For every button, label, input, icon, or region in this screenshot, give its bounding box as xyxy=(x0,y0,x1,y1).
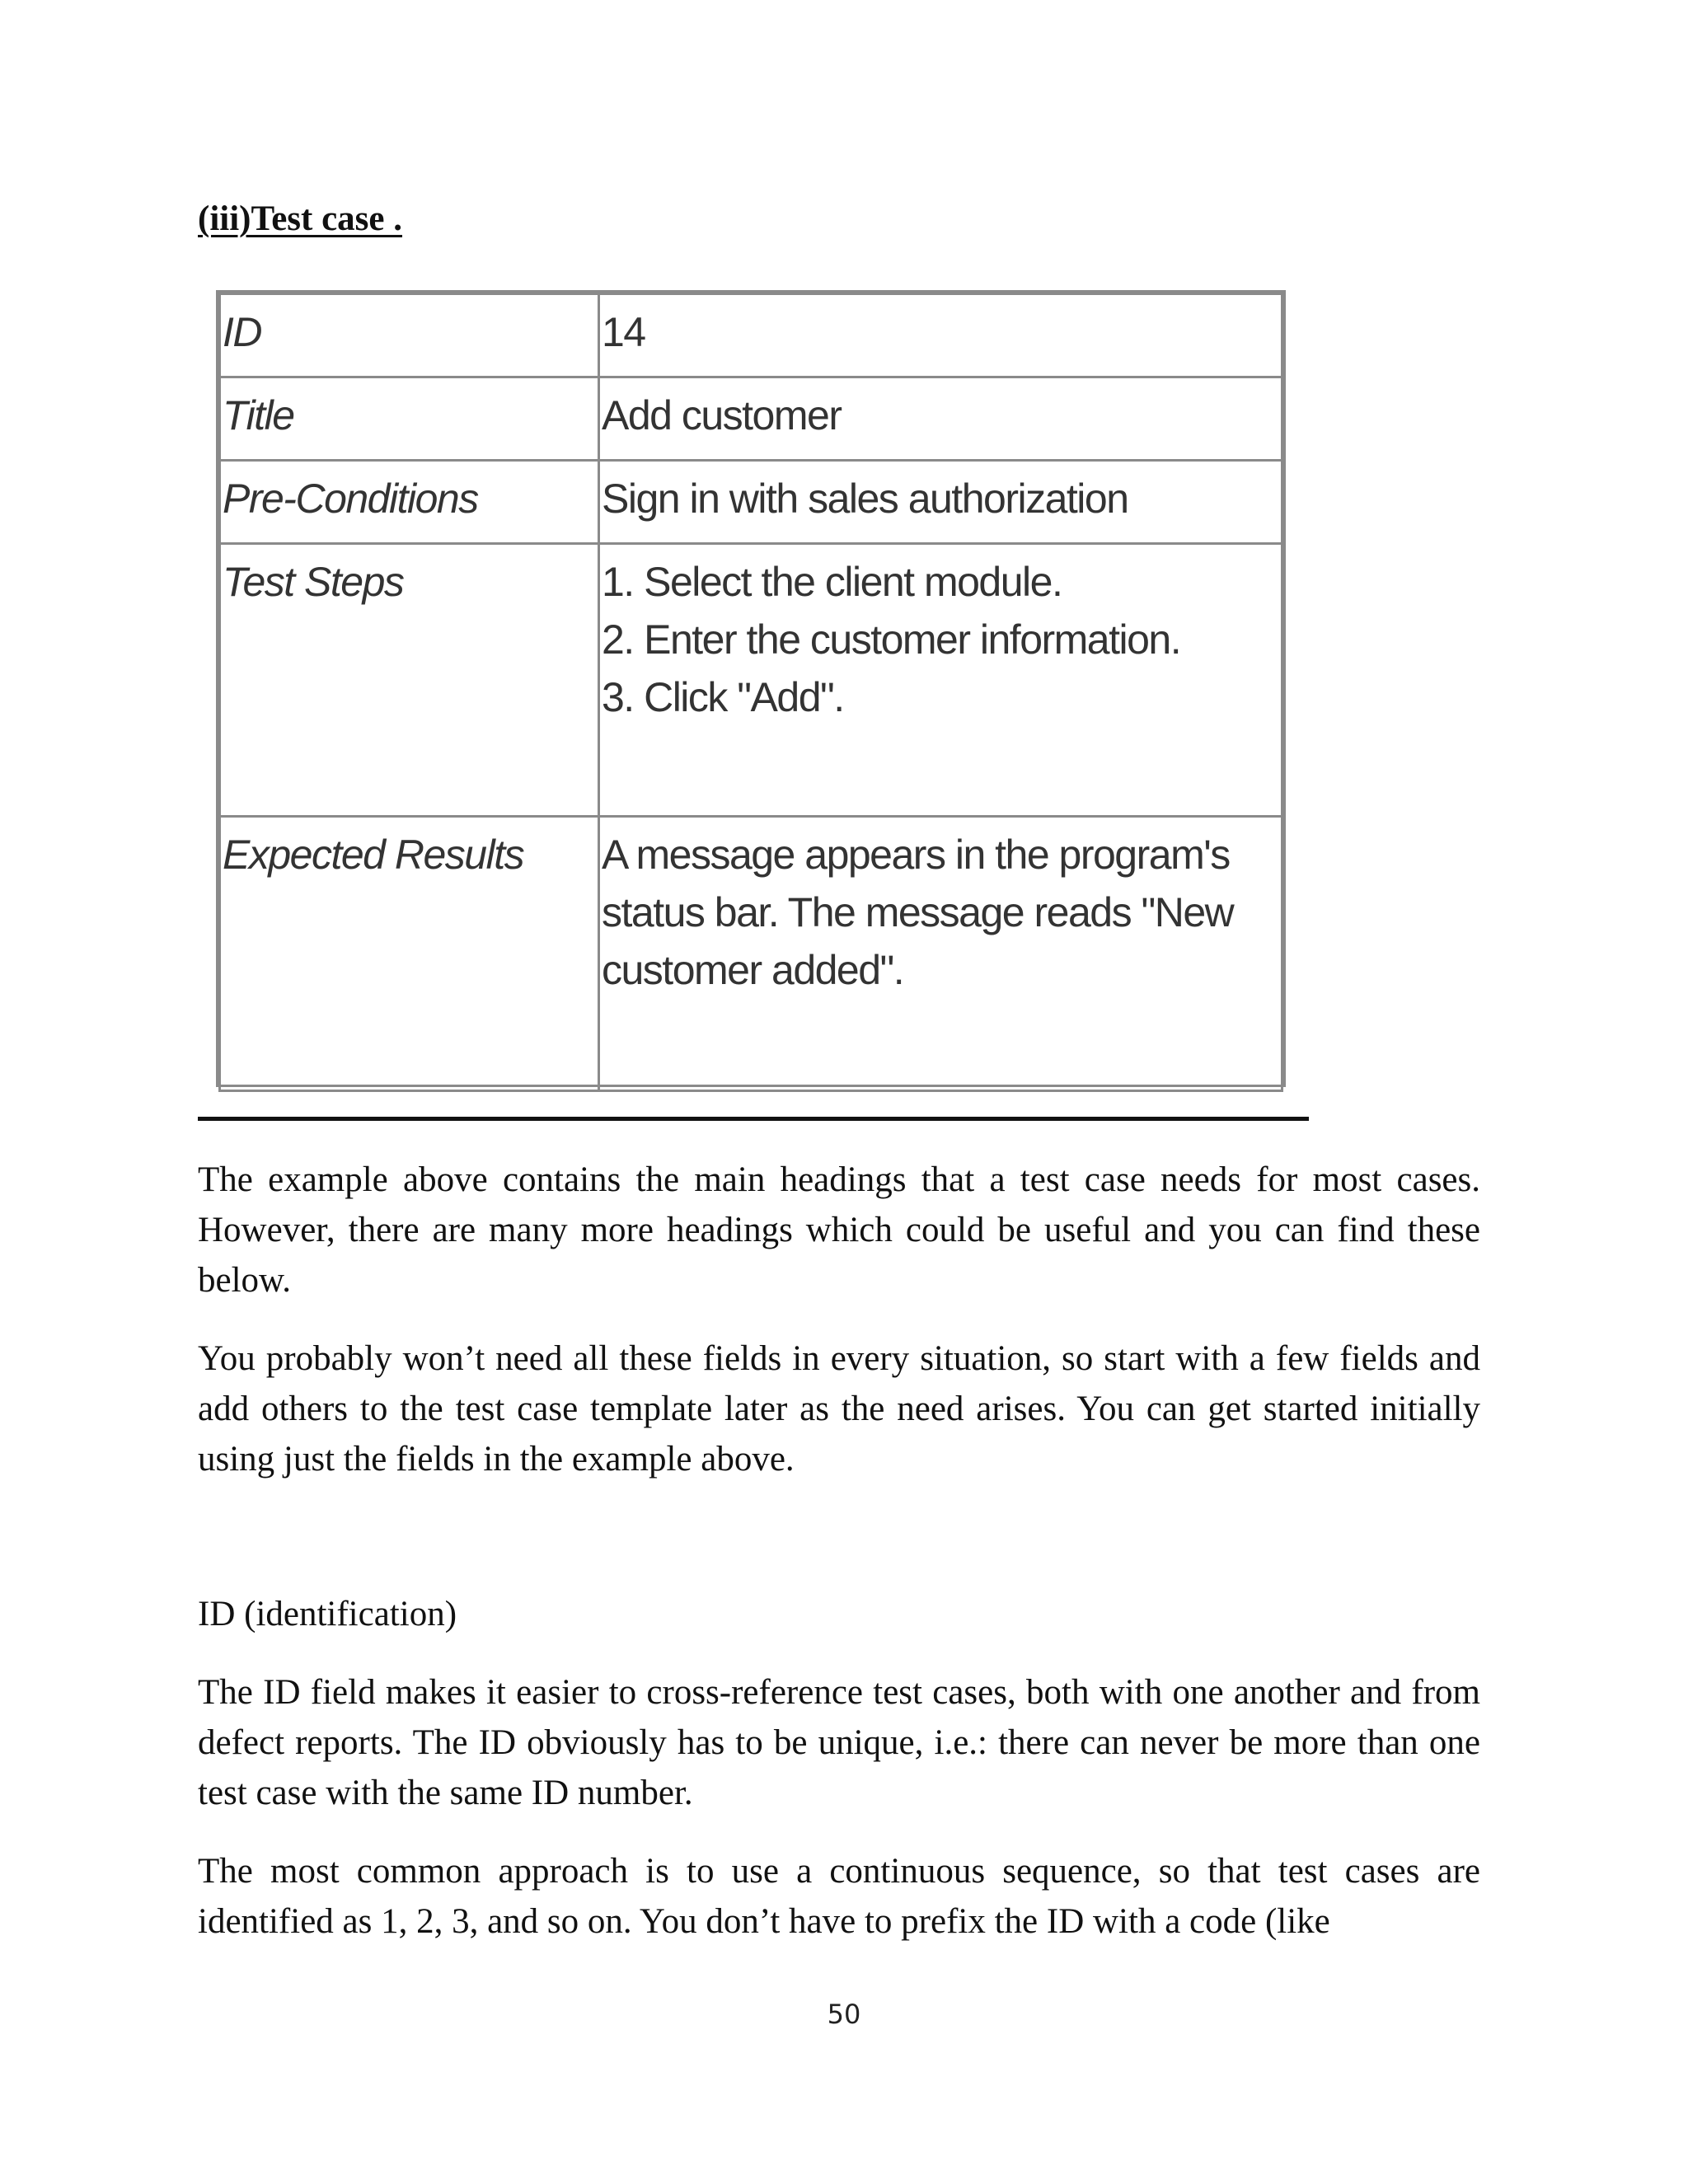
table-row-title xyxy=(220,377,1282,461)
horizontal-rule xyxy=(198,1117,1309,1121)
table-row-expected-results xyxy=(220,817,1282,1091)
row-value-expected-results xyxy=(599,817,1282,1091)
row-value-title: Add customer xyxy=(599,377,1282,461)
page-number: 50 xyxy=(827,1999,861,2030)
paragraph-id-sequence: The most common approach is to use a continuous sequence, so that test cases are identified as 1, 2, 3, and so on. You don’t have to prefix the ID with a code (like xyxy=(198,1852,1480,1941)
row-label-preconditions: Pre-Conditions xyxy=(220,461,599,544)
paragraph-intro: The example above contains the main headings that a test case needs for most cases. However, there are many more headings which could be useful and you can find these below. xyxy=(198,1160,1480,1300)
row-label-test-steps: Test Steps xyxy=(220,544,599,817)
paragraph-id-field: The ID field makes it easier to cross-reference test cases, both with one another and from defect reports. The ID obviously has to be unique, i.e.: there can never be more than one test case with the same ID number. xyxy=(198,1673,1480,1812)
row-label-id: ID xyxy=(220,294,599,377)
section-heading: (iii)Test case . xyxy=(198,199,403,238)
paragraph-fields: You probably won’t need all these fields in every situation, so start with a few fields and add others to the test case template later as the need arises. You can get started initially using just the fields in the example above. xyxy=(198,1339,1480,1479)
test-step-2: 2. Enter the customer information. xyxy=(602,616,1181,663)
row-value-test-steps xyxy=(599,544,1282,817)
test-case-table-figure xyxy=(216,290,1286,1087)
table-row-id xyxy=(220,294,1282,377)
expected-result-line-3: customer added". xyxy=(602,947,904,993)
expected-result-line-2: status bar. The message reads "New xyxy=(602,889,1234,935)
subheading-id: ID (identification) xyxy=(198,1595,457,1633)
test-case-table xyxy=(218,293,1283,1092)
row-value-id: 14 xyxy=(599,294,1282,377)
test-step-3: 3. Click "Add". xyxy=(602,674,844,720)
row-label-title: Title xyxy=(220,377,599,461)
row-label-expected-results: Expected Results xyxy=(220,817,599,1091)
test-step-1: 1. Select the client module. xyxy=(602,559,1062,605)
expected-result-line-1: A message appears in the program's xyxy=(602,832,1230,878)
table-row-test-steps xyxy=(220,544,1282,817)
table-row-preconditions xyxy=(220,461,1282,544)
row-value-preconditions: Sign in with sales authorization xyxy=(599,461,1282,544)
